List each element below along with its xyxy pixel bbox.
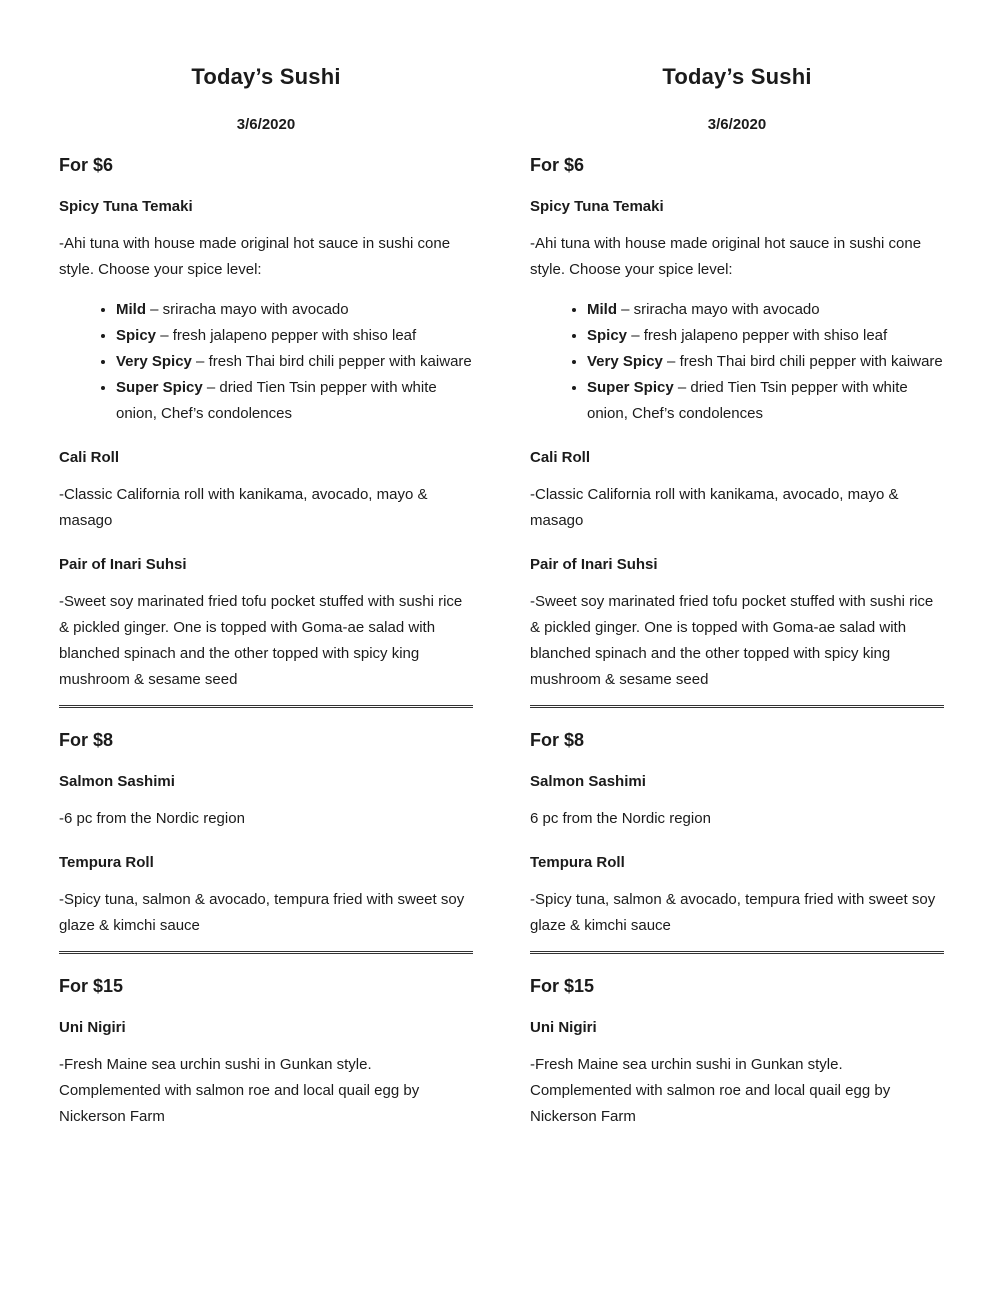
menu-item-description: -Classic California roll with kanikama, avocado, mayo & masago [530, 486, 899, 529]
menu-column-right [530, 62, 944, 1130]
spice-level-label: Spicy [587, 327, 628, 344]
spice-level-list [59, 297, 473, 427]
menu-item-name: Pair of Inari Suhsi [530, 556, 658, 573]
section-divider [59, 705, 473, 708]
spice-level-list [530, 297, 944, 427]
spice-level-text: – fresh Thai bird chili pepper with kaiware [662, 353, 943, 370]
menu-item-name: Spicy Tuna Temaki [530, 198, 664, 215]
spice-level-label: Super Spicy [587, 379, 674, 396]
spice-level-text: – sriracha mayo with avocado [146, 301, 349, 318]
spice-level-label: Super Spicy [116, 379, 203, 396]
section-heading-for-6: For $6 [530, 155, 585, 175]
menu-column-left [59, 62, 473, 1130]
section-heading-for-6: For $6 [59, 155, 114, 175]
section-heading-for-15: For $15 [59, 976, 124, 996]
spice-level-label: Very Spicy [587, 353, 663, 370]
menu-date: 3/6/2020 [707, 116, 767, 133]
list-item [116, 349, 473, 375]
menu-item-name: Cali Roll [59, 449, 120, 466]
menu-item-description: -Fresh Maine sea urchin sushi in Gunkan style. Complemented with salmon roe and local quail egg by Nickerson Farm [59, 1056, 420, 1125]
list-item [587, 323, 944, 349]
spice-level-text: – sriracha mayo with avocado [617, 301, 820, 318]
section-heading-for-8: For $8 [530, 730, 585, 750]
spice-level-text: – fresh jalapeno pepper with shiso leaf [627, 327, 888, 344]
menu-item-description: -Classic California roll with kanikama, avocado, mayo & masago [59, 486, 428, 529]
spice-level-label: Very Spicy [116, 353, 192, 370]
menu-item-name: Cali Roll [530, 449, 591, 466]
spice-level-label: Spicy [116, 327, 157, 344]
spice-level-label: Mild [116, 301, 146, 318]
list-item [116, 375, 473, 427]
menu-item-description: -Spicy tuna, salmon & avocado, tempura fried with sweet soy glaze & kimchi sauce [59, 891, 465, 934]
section-divider [530, 951, 944, 954]
list-item [587, 349, 944, 375]
menu-item-name: Pair of Inari Suhsi [59, 556, 187, 573]
menu-date: 3/6/2020 [236, 116, 296, 133]
menu-title: Today’s Sushi [191, 64, 341, 89]
menu-item-name: Uni Nigiri [530, 1019, 597, 1036]
list-item [116, 297, 473, 323]
spice-level-label: Mild [587, 301, 617, 318]
spice-level-text: – fresh Thai bird chili pepper with kaiware [191, 353, 472, 370]
section-divider [59, 951, 473, 954]
menu-item-name: Salmon Sashimi [530, 773, 646, 790]
menu-item-name: Tempura Roll [59, 854, 154, 871]
menu-item-description: -Sweet soy marinated fried tofu pocket stuffed with sushi rice & pickled ginger. One is topped with Goma-ae salad with blanched spinach and the other topped with spicy king mushroom & sesame seed [59, 593, 463, 688]
section-divider [530, 705, 944, 708]
menu-item-description: -Ahi tuna with house made original hot sauce in sushi cone style. Choose your spice level: [530, 235, 922, 278]
menu-item-description: -Sweet soy marinated fried tofu pocket stuffed with sushi rice & pickled ginger. One is topped with Goma-ae salad with blanched spinach and the other topped with spicy king mushroom & sesame seed [530, 593, 934, 688]
menu-item-description: -Spicy tuna, salmon & avocado, tempura fried with sweet soy glaze & kimchi sauce [530, 891, 936, 934]
spice-level-text: – dried Tien Tsin pepper with white onion, Chef’s condolences [116, 379, 437, 422]
spice-level-text: – fresh jalapeno pepper with shiso leaf [156, 327, 417, 344]
menu-item-name: Uni Nigiri [59, 1019, 126, 1036]
section-heading-for-8: For $8 [59, 730, 114, 750]
menu-title: Today’s Sushi [662, 64, 812, 89]
menu-item-description: 6 pc from the Nordic region [530, 810, 711, 827]
list-item [587, 375, 944, 427]
list-item [587, 297, 944, 323]
section-heading-for-15: For $15 [530, 976, 595, 996]
menu-item-name: Spicy Tuna Temaki [59, 198, 193, 215]
menu-item-description: -6 pc from the Nordic region [59, 810, 245, 827]
menu-item-description: -Ahi tuna with house made original hot sauce in sushi cone style. Choose your spice level: [59, 235, 451, 278]
menu-item-name: Tempura Roll [530, 854, 625, 871]
list-item [116, 323, 473, 349]
menu-item-description: -Fresh Maine sea urchin sushi in Gunkan style. Complemented with salmon roe and local quail egg by Nickerson Farm [530, 1056, 891, 1125]
spice-level-text: – dried Tien Tsin pepper with white onion, Chef’s condolences [587, 379, 908, 422]
menu-item-name: Salmon Sashimi [59, 773, 175, 790]
